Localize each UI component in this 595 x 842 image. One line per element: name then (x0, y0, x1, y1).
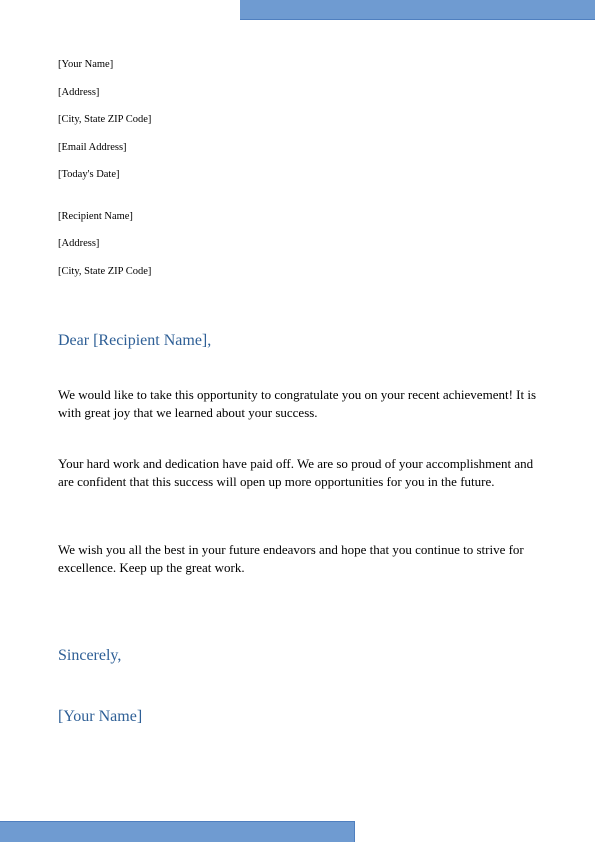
bottom-accent-bar (0, 821, 355, 842)
sender-address: [Address] (58, 87, 100, 98)
recipient-city-state-zip: [City, State ZIP Code] (58, 266, 152, 277)
sender-city-state-zip: [City, State ZIP Code] (58, 114, 152, 125)
top-accent-bar (240, 0, 595, 20)
sender-email: [Email Address] (58, 142, 127, 153)
recipient-address: [Address] (58, 238, 100, 249)
signature-name: [Your Name] (58, 708, 143, 725)
recipient-name: [Recipient Name] (58, 211, 133, 222)
salutation: Dear [Recipient Name], (58, 332, 212, 349)
body-paragraph-3: We wish you all the best in your future endeavors and hope that you continue to strive for excellence. Keep up the great work. (58, 542, 524, 575)
closing: Sincerely, (58, 647, 122, 664)
letter-date: [Today's Date] (58, 169, 120, 180)
body-paragraph-2: Your hard work and dedication have paid off. We are so proud of your accomplishment and are confident that this success will open up more opportunities for you in the future. (58, 456, 534, 489)
body-paragraph-1: We would like to take this opportunity to congratulate you on your recent achievement! It is with great joy that we learned about your success. (58, 387, 537, 420)
sender-name: [Your Name] (58, 59, 114, 70)
